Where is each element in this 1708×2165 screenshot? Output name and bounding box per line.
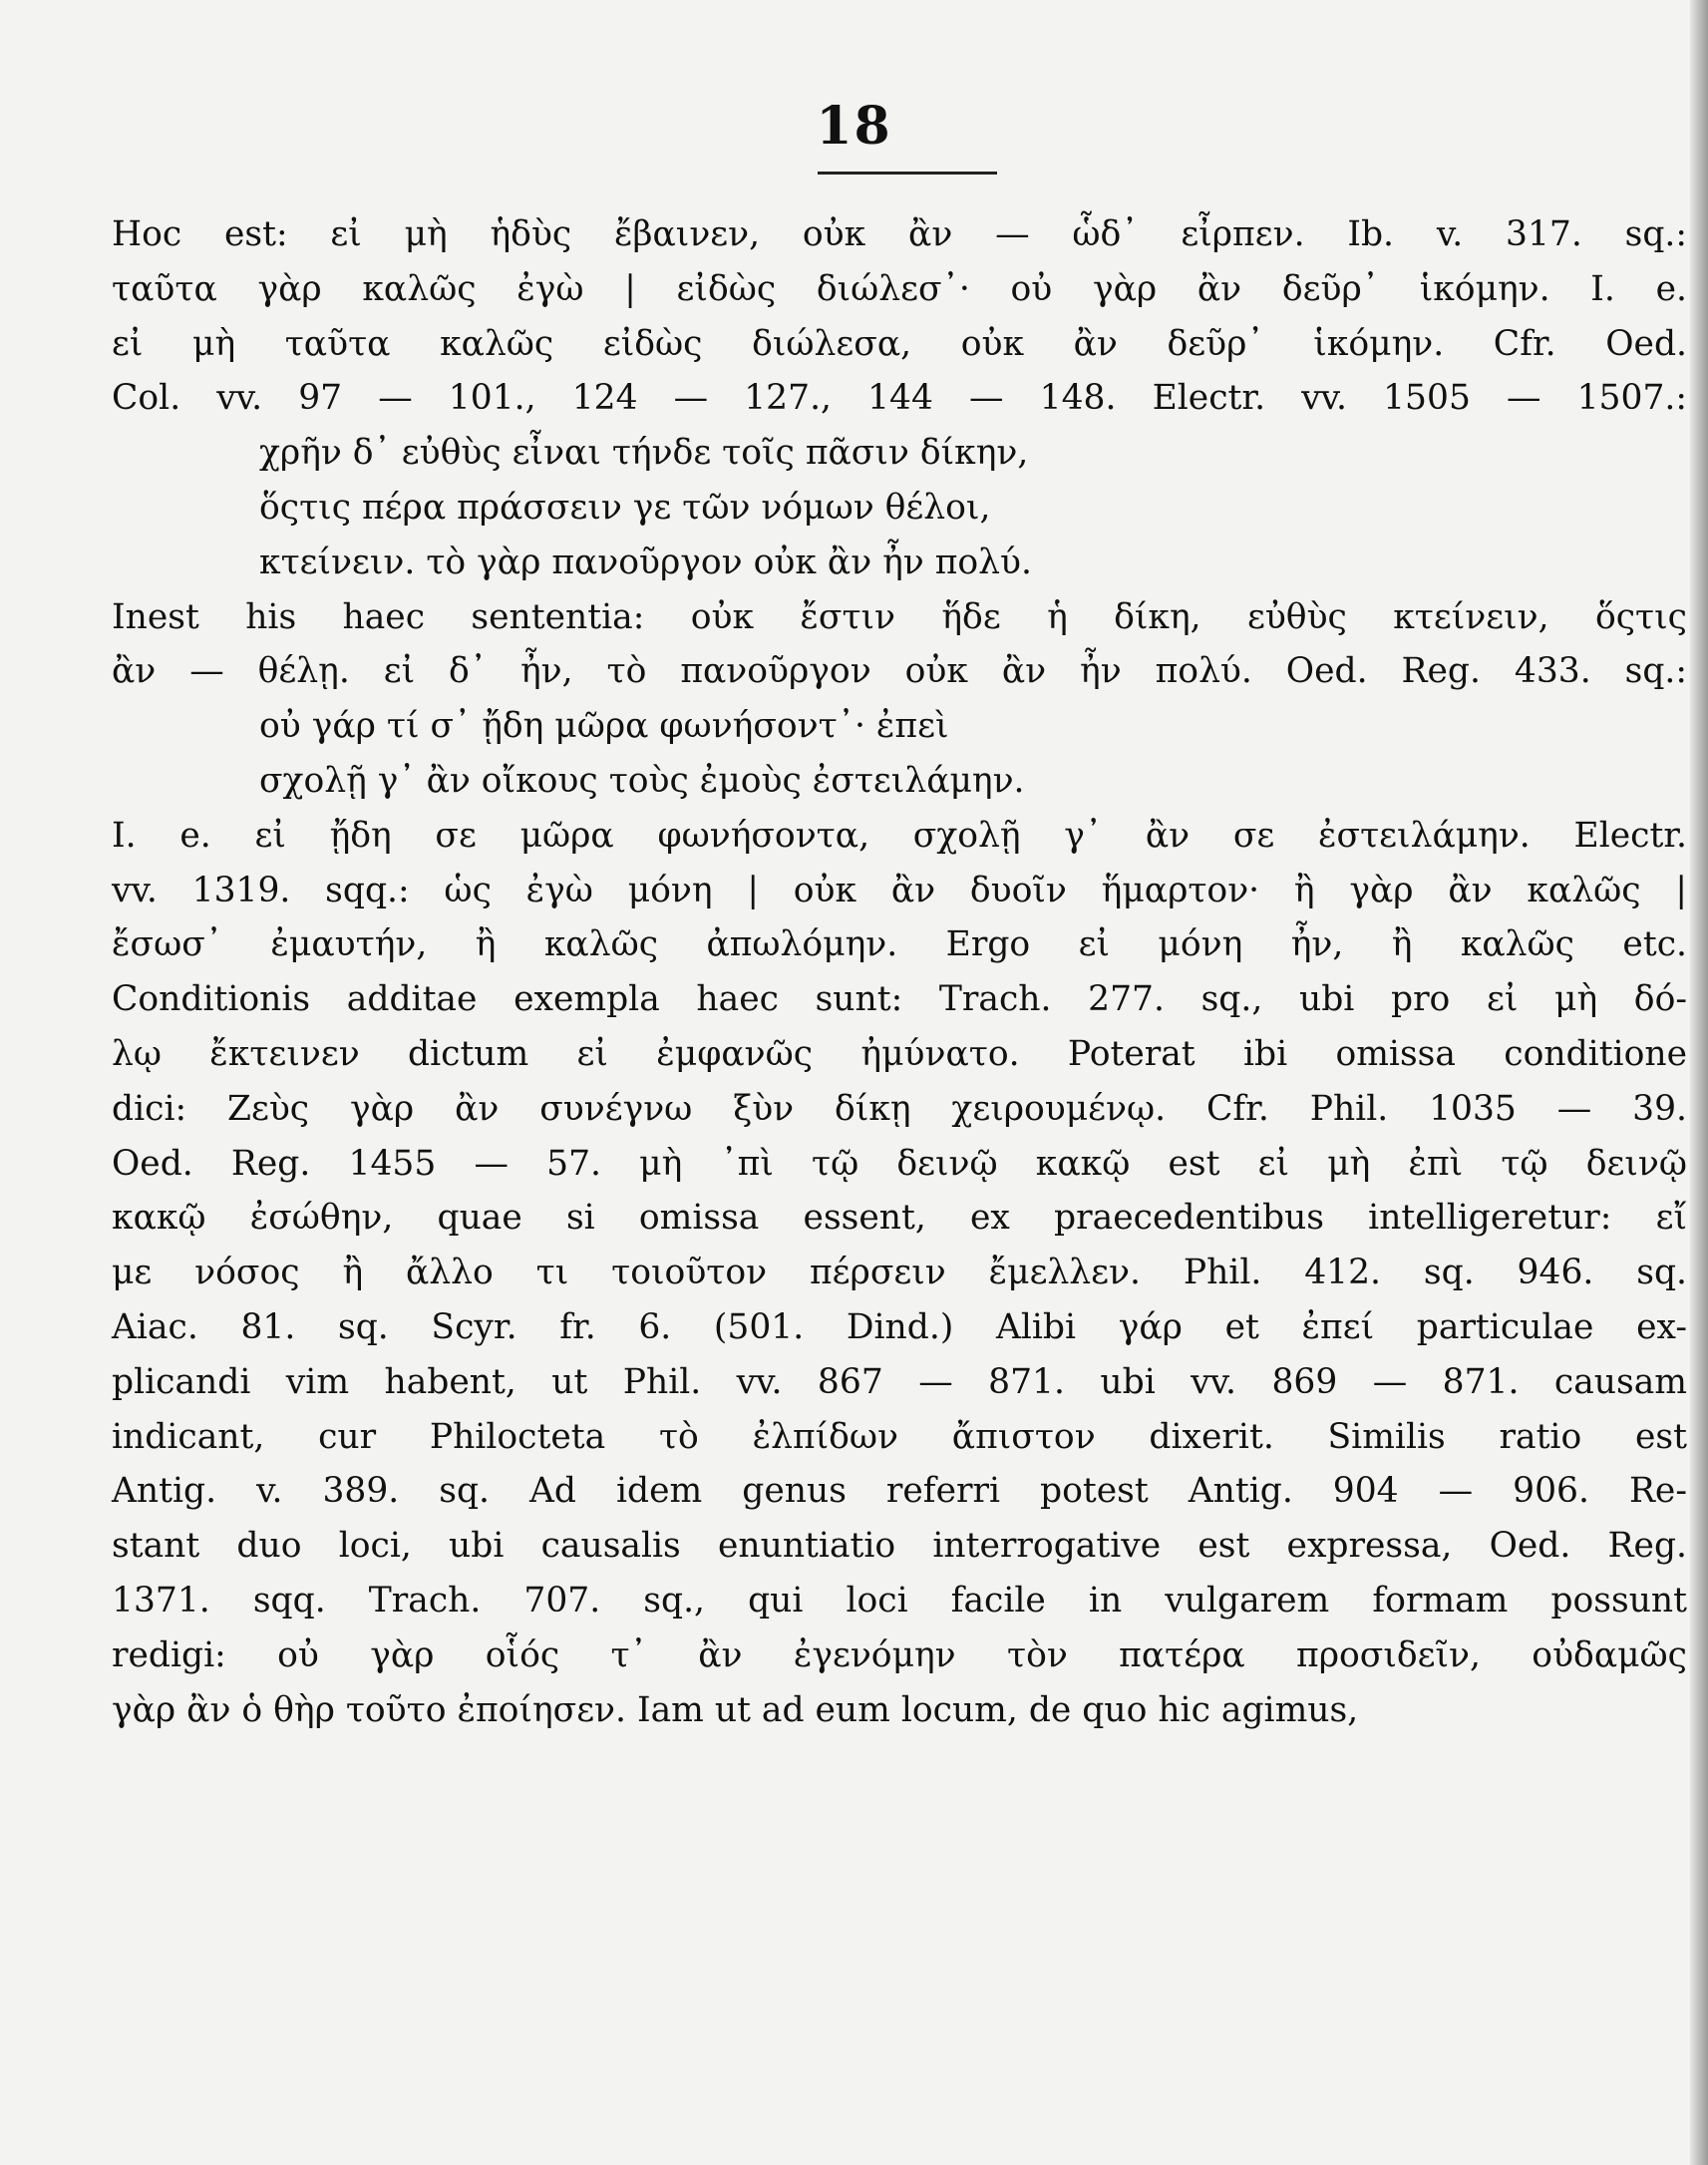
text-line: Oed. Reg. 1455 — 57. μὴ ᾽πὶ τῷ δεινῷ κακῷ est εἰ μὴ ἐπὶ τῷ δεινῷ (112, 1143, 1687, 1184)
text-line: ἂν — θέλῃ. εἰ δ᾽ ἦν, τὸ πανοῦργον οὐκ ἂν ἦν πολύ. Oed. Reg. 433. sq.: (112, 651, 1687, 692)
text-line: Hoc est: εἰ μὴ ἡδὺς ἔβαινεν, οὐκ ἂν — ὧδ᾽ εἶρπεν. Ib. v. 317. sq.: (112, 214, 1687, 254)
verse-line: οὐ γάρ τί σ᾽ ᾔδη μῶρα φωνήσοντ᾽· ἐπεὶ (259, 706, 949, 747)
text-line: κακῷ ἐσώθην, quae si omissa essent, ex praecedentibus intelligeretur: εἴ (112, 1198, 1687, 1239)
text-line: ἔσωσ᾽ ἐμαυτήν, ἢ καλῶς ἀπωλόμην. Ergo εἰ μόνη ἦν, ἢ καλῶς etc. (112, 924, 1687, 965)
page-edge-shadow (1690, 0, 1708, 2165)
text-line: λῳ ἔκτεινεν dictum εἰ ἐμφανῶς ἠμύνατο. Poterat ibi omissa conditione (112, 1033, 1687, 1074)
page-number: 18 (816, 96, 892, 157)
text-line: ταῦτα γὰρ καλῶς ἐγὼ | εἰδὼς διώλεσ᾽· οὐ γὰρ ἂν δεῦρ᾽ ἱκόμην. I. e. (112, 268, 1687, 309)
text-line: Conditionis additae exempla haec sunt: Trach. 277. sq., ubi pro εἰ μὴ δό- (112, 979, 1687, 1020)
verse-line: σχολῇ γ᾽ ἂν οἴκους τοὺς ἐμοὺς ἐστειλάμην. (259, 760, 1025, 801)
verse-line: κτείνειν. τὸ γὰρ πανοῦργον οὐκ ἂν ἦν πολύ. (259, 541, 1032, 582)
text-line: Col. vv. 97 — 101., 124 — 127., 144 — 148. Electr. vv. 1505 — 1507.: (112, 378, 1687, 419)
header-rule (818, 172, 997, 175)
text-line: με νόσος ἢ ἄλλο τι τοιοῦτον πέρσειν ἔμελλεν. Phil. 412. sq. 946. sq. (112, 1253, 1687, 1293)
text-line: dici: Ζεὺς γὰρ ἂν συνέγνω ξὺν δίκῃ χειρουμένῳ. Cfr. Phil. 1035 — 39. (112, 1088, 1687, 1129)
text-line: stant duo loci, ubi causalis enuntiatio interrogative est expressa, Oed. Reg. (112, 1526, 1687, 1567)
body-text (112, 207, 1687, 1737)
text-line: εἰ μὴ ταῦτα καλῶς εἰδὼς διώλεσα, οὐκ ἂν δεῦρ᾽ ἱκόμην. Cfr. Oed. (112, 323, 1687, 364)
text-line: redigi: οὐ γὰρ οἷός τ᾽ ἂν ἐγενόμην τὸν πατέρα προσιδεῖν, οὐδαμῶς (112, 1634, 1687, 1675)
text-line: I. e. εἰ ᾔδη σε μῶρα φωνήσοντα, σχολῇ γ᾽ ἂν σε ἐστειλάμην. Electr. (112, 815, 1687, 856)
text-line: Antig. v. 389. sq. Ad idem genus referri potest Antig. 904 — 906. Re- (112, 1471, 1687, 1512)
text-line: indicant, cur Philocteta τὸ ἐλπίδων ἄπιστον dixerit. Similis ratio est (112, 1416, 1687, 1457)
verse-line: ὅςτις πέρα πράσσειν γε τῶν νόμων θέλοι, (259, 487, 991, 528)
text-line: γὰρ ἂν ὁ θὴρ τοῦτο ἐποίησεν. Iam ut ad eum locum, de quo hic agimus, (112, 1689, 1359, 1730)
text-line: Inest his haec sententia: οὐκ ἔστιν ἥδε ἡ δίκη, εὐθὺς κτείνειν, ὅςτις (112, 596, 1687, 637)
text-line: 1371. sqq. Trach. 707. sq., qui loci facile in vulgarem formam possunt (112, 1580, 1687, 1621)
text-line: plicandi vim habent, ut Phil. vv. 867 — 871. ubi vv. 869 — 871. causam (112, 1361, 1687, 1402)
verse-line: χρῆν δ᾽ εὐθὺς εἶναι τήνδε τοῖς πᾶσιν δίκην, (259, 433, 1029, 474)
text-line: vv. 1319. sqq.: ὡς ἐγὼ μόνη | οὐκ ἂν δυοῖν ἥμαρτον· ἢ γὰρ ἂν καλῶς | (112, 870, 1687, 910)
text-line: Aiac. 81. sq. Scyr. fr. 6. (501. Dind.) Alibi γάρ et ἐπεί particulae ex- (112, 1306, 1687, 1347)
